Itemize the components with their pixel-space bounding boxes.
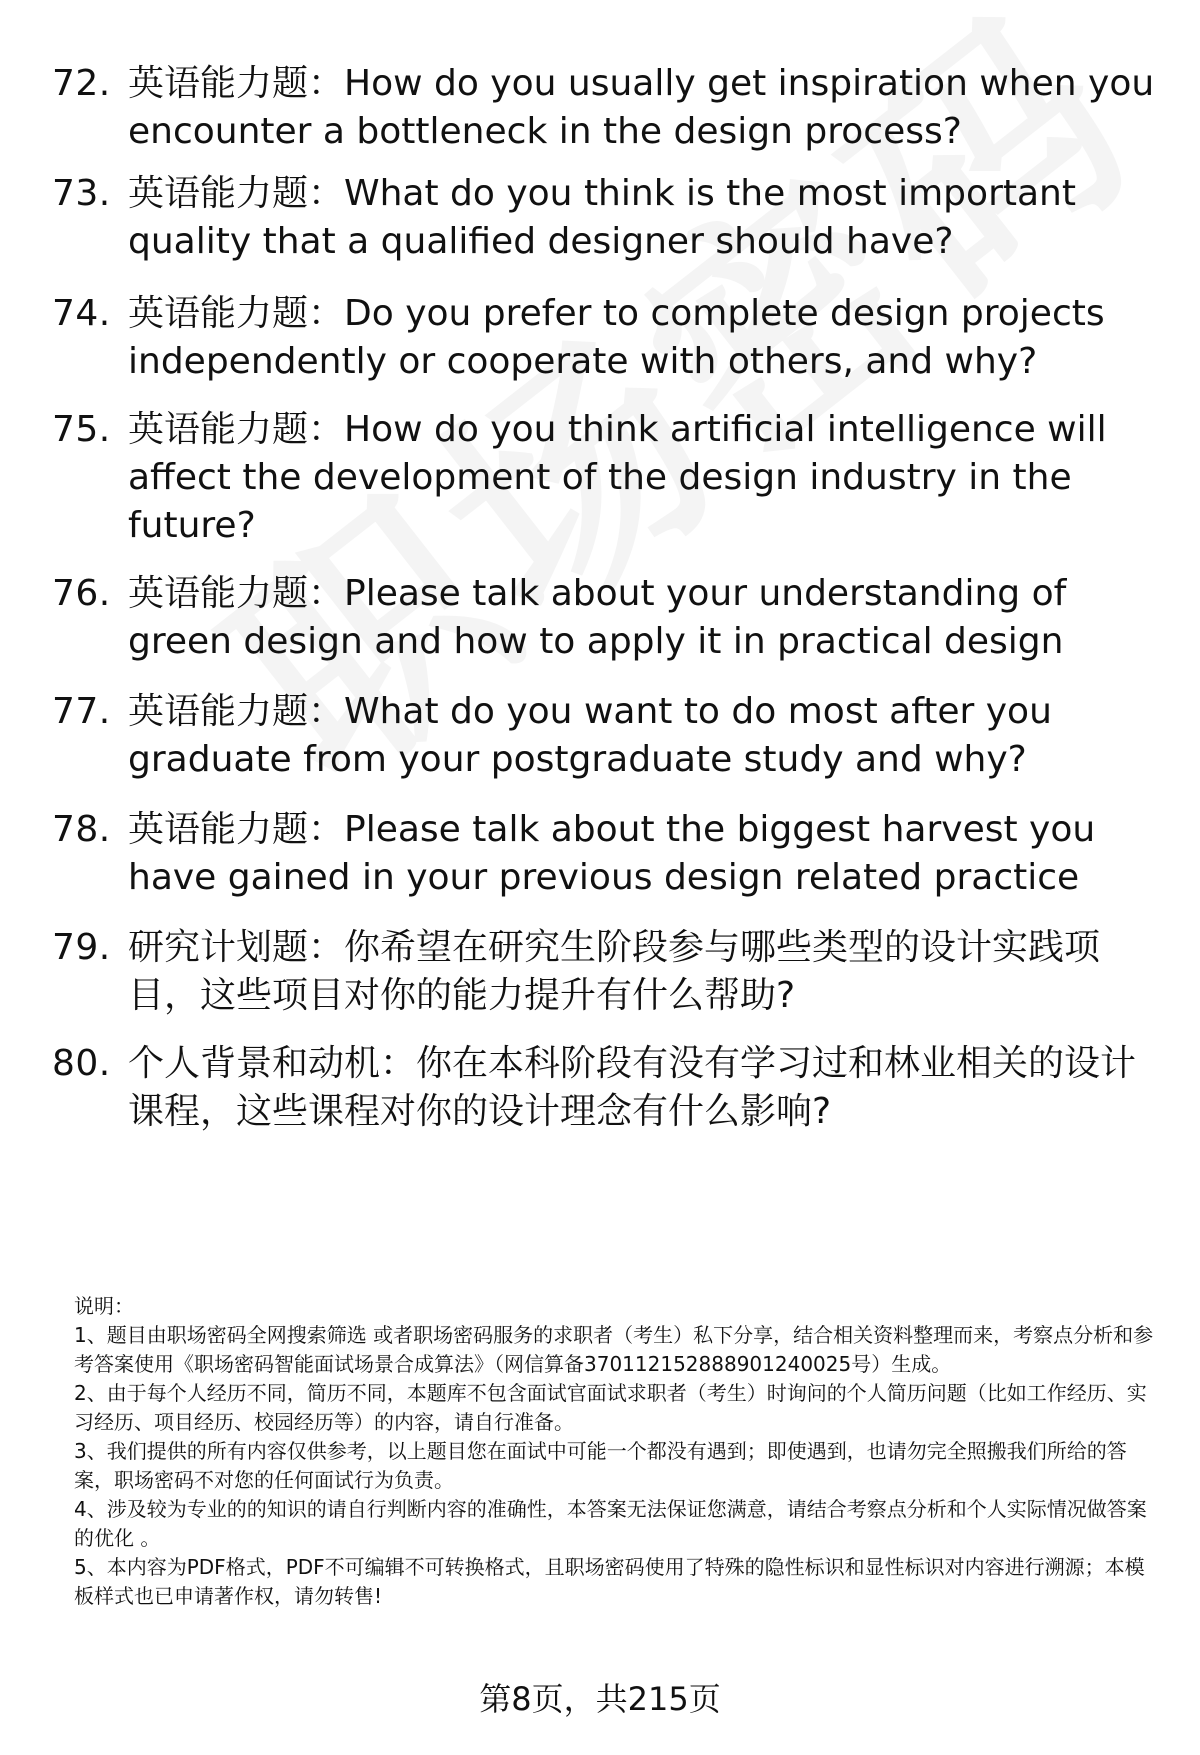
notes-title: 说明： <box>74 1294 134 1318</box>
question-text: 研究计划题：你希望在研究生阶段参与哪些类型的设计实践项目，这些项目对你的能力提升有什么帮助? <box>128 927 1101 1016</box>
question-number: 74. <box>52 293 111 334</box>
question-text: 英语能力题：What do you want to do most after you graduate from your postgraduate study and why? <box>128 691 1052 780</box>
question-text: 个人背景和动机：你在本科阶段有没有学习过和林业相关的设计课程，这些课程对你的设计理念有什么影响? <box>128 1043 1137 1132</box>
note-item: 2、由于每个人经历不同，简历不同，本题库不包含面试官面试求职者（考生）时询问的个人简历问题（比如工作经历、实习经历、项目经历、校园经历等）的内容，请自行准备。 <box>74 1381 1147 1434</box>
question-number: 73. <box>52 173 111 214</box>
question-text: 英语能力题：How do you usually get inspiration when you encounter a bottleneck in the design process? <box>128 63 1155 152</box>
question-number: 75. <box>52 409 111 450</box>
note-item: 4、涉及较为专业的的知识的请自行判断内容的准确性，本答案无法保证您满意，请结合考察点分析和个人实际情况做答案的优化 。 <box>74 1497 1147 1550</box>
note-item: 5、本内容为PDF格式，PDF不可编辑不可转换格式，且职场密码使用了特殊的隐性标识和显性标识对内容进行溯源；本模板样式也已申请著作权，请勿转售! <box>74 1555 1145 1608</box>
question-text: 英语能力题：Please talk about the biggest harvest you have gained in your previous design related practice <box>128 809 1096 898</box>
question-number: 80. <box>52 1043 111 1084</box>
question-text: 英语能力题：What do you think is the most important quality that a qualified designer should have? <box>128 173 1076 262</box>
question-number: 78. <box>52 809 111 850</box>
question-number: 76. <box>52 573 111 614</box>
question-number: 77. <box>52 691 111 732</box>
question-number: 79. <box>52 927 111 968</box>
note-item: 1、题目由职场密码全网搜索筛选 或者职场密码服务的求职者（考生）私下分享，结合相关资料整理而来，考察点分析和参考答案使用《职场密码智能面试场景合成算法》（网信算备370112152888901240025号）生成。 <box>74 1323 1154 1376</box>
question-text: 英语能力题：Please talk about your understanding of green design and how to apply it in practical design <box>128 573 1067 662</box>
notes-section <box>74 1292 1154 1611</box>
question-text: 英语能力题：How do you think artificial intelligence will affect the development of the design industry in the future? <box>128 409 1107 546</box>
question-text: 英语能力题：Do you prefer to complete design projects independently or cooperate with others, and why? <box>128 293 1105 382</box>
note-item: 3、我们提供的所有内容仅供参考，以上题目您在面试中可能一个都没有遇到；即使遇到，也请勿完全照搬我们所给的答案，职场密码不对您的任何面试行为负责。 <box>74 1439 1127 1492</box>
page-number: 第8页，共215页 <box>479 1680 721 1718</box>
question-number: 72. <box>52 63 111 104</box>
